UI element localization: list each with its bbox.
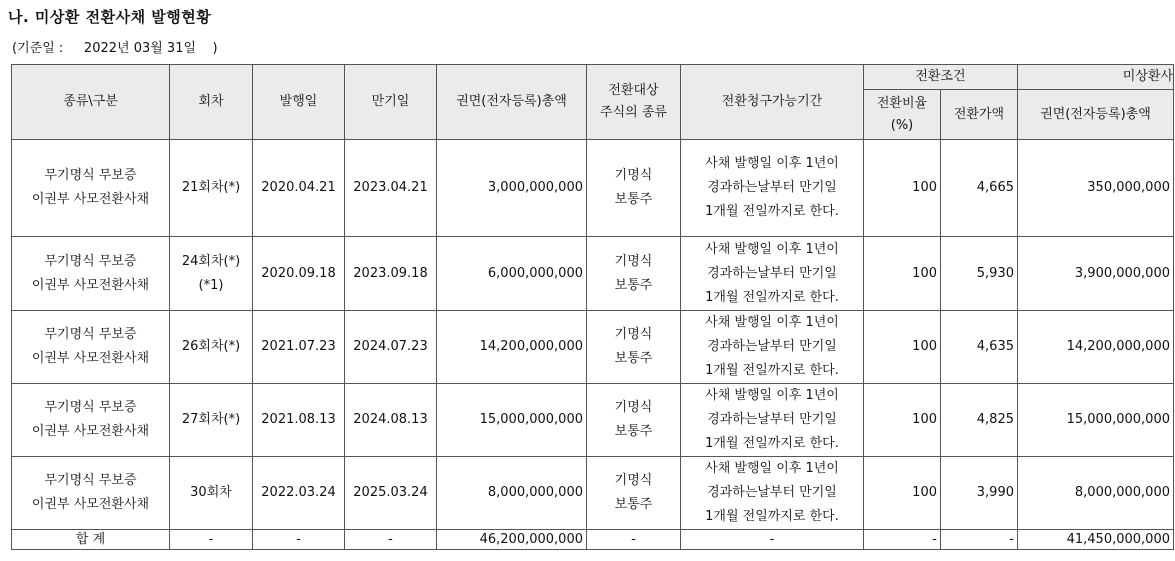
cell-maturity: 2024.07.23 — [345, 311, 437, 384]
cell-issue-date: 2020.09.18 — [253, 237, 345, 311]
cell-type-line: 무기명식 무보증 — [44, 168, 137, 183]
header-target-stock-line: 주식의 종류 — [600, 105, 667, 120]
cell-type — [12, 457, 170, 530]
cell-claim-period-line: 경과하는날부터 만기일 — [707, 339, 837, 354]
header-maturity: 만기일 — [345, 65, 437, 140]
cell-type-line: 무기명식 무보증 — [44, 253, 137, 269]
total-round: - — [170, 530, 253, 550]
cell-type — [12, 237, 170, 311]
cell-unredeemed: 8,000,000,000 — [1018, 457, 1174, 530]
total-issue: - — [253, 530, 345, 550]
cell-conversion-ratio: 100 — [864, 237, 941, 311]
header-conversion-price: 전환가액 — [941, 90, 1018, 140]
total-unredeemed: 41,450,000,000 — [1018, 530, 1174, 550]
cell-claim-period-line: 사채 발행일 이후 1년이 — [705, 461, 839, 476]
cell-target-stock — [587, 384, 681, 457]
header-round: 회차 — [170, 65, 253, 140]
cell-type — [12, 384, 170, 457]
cell-conversion-price: 4,825 — [941, 384, 1018, 457]
cell-issue-date: 2020.04.21 — [253, 140, 345, 237]
cell-maturity: 2023.04.21 — [345, 140, 437, 237]
cell-face-value: 6,000,000,000 — [437, 237, 587, 311]
table-row — [12, 384, 1174, 457]
cell-round-line: 24회차(*) — [181, 253, 241, 269]
cell-type-line: 무기명식 무보증 — [44, 400, 137, 415]
total-row — [12, 530, 1174, 550]
cell-round — [170, 384, 253, 457]
cell-type-line: 이권부 사모전환사채 — [31, 351, 150, 366]
cell-face-value: 15,000,000,000 — [437, 384, 587, 457]
cell-unredeemed: 3,900,000,000 — [1018, 237, 1174, 311]
cell-round-line: 26회차(*) — [181, 339, 241, 354]
cell-target-stock-line: 기명식 — [614, 327, 653, 342]
table-row — [12, 457, 1174, 530]
cell-face-value: 14,200,000,000 — [437, 311, 587, 384]
cell-type-line: 이권부 사모전환사채 — [31, 497, 150, 512]
cell-unredeemed: 15,000,000,000 — [1018, 384, 1174, 457]
cell-type-line: 이권부 사모전환사채 — [31, 192, 150, 207]
cell-claim-period — [681, 237, 864, 311]
cell-issue-date: 2021.08.13 — [253, 384, 345, 457]
section-title: 나. 미상환 전환사채 발행현황 — [8, 8, 212, 26]
header-target-stock-line: 전환대상 — [608, 83, 659, 98]
cell-claim-period-line: 경과하는날부터 만기일 — [707, 412, 837, 427]
cell-claim-period-line: 사채 발행일 이후 1년이 — [705, 388, 839, 403]
cell-conversion-ratio: 100 — [864, 140, 941, 237]
cell-unredeemed: 350,000,000 — [1018, 140, 1174, 237]
header-unredeemed: 미상환사 — [1018, 65, 1174, 90]
cell-round-line: 21회차(*) — [181, 180, 241, 195]
cell-claim-period-line: 1개월 전일까지로 한다. — [705, 289, 839, 305]
header-face-value: 권면(전자등록)총액 — [437, 65, 587, 140]
header-claim-period: 전환청구가능기간 — [681, 65, 864, 140]
total-period: - — [681, 530, 864, 550]
cell-claim-period — [681, 311, 864, 384]
cell-claim-period-line: 사채 발행일 이후 1년이 — [705, 156, 839, 171]
header-conversion-ratio-line: (%) — [890, 117, 914, 133]
cell-target-stock — [587, 140, 681, 237]
cell-target-stock-line: 보통주 — [614, 497, 653, 512]
cell-conversion-ratio: 100 — [864, 311, 941, 384]
cell-round — [170, 237, 253, 311]
cell-target-stock-line: 기명식 — [614, 168, 653, 183]
cell-round — [170, 311, 253, 384]
cell-conversion-price: 3,990 — [941, 457, 1018, 530]
cell-maturity: 2025.03.24 — [345, 457, 437, 530]
cell-target-stock — [587, 237, 681, 311]
cell-unredeemed: 14,200,000,000 — [1018, 311, 1174, 384]
cell-round-line: 30회차 — [190, 485, 232, 500]
header-issue-date: 발행일 — [253, 65, 345, 140]
header-target-stock — [587, 65, 681, 140]
cell-target-stock — [587, 311, 681, 384]
cell-claim-period — [681, 457, 864, 530]
total-label: 합 계 — [12, 530, 170, 550]
cell-conversion-price: 5,930 — [941, 237, 1018, 311]
cell-conversion-price: 4,665 — [941, 140, 1018, 237]
cell-target-stock-line: 기명식 — [614, 253, 653, 269]
cell-type-line: 무기명식 무보증 — [44, 473, 137, 488]
cell-claim-period-line: 1개월 전일까지로 한다. — [705, 509, 839, 524]
cell-type-line: 이권부 사모전환사채 — [31, 277, 150, 293]
header-unredeemed-face: 권면(전자등록)총액 — [1018, 90, 1174, 140]
cell-issue-date: 2022.03.24 — [253, 457, 345, 530]
cell-conversion-ratio: 100 — [864, 457, 941, 530]
header-conversion-ratio — [864, 90, 941, 140]
cell-claim-period-line: 1개월 전일까지로 한다. — [705, 204, 839, 219]
convertible-bond-table — [11, 64, 1174, 550]
cell-claim-period — [681, 140, 864, 237]
table-row — [12, 237, 1174, 311]
cell-target-stock-line: 보통주 — [614, 277, 653, 293]
cell-target-stock-line: 보통주 — [614, 192, 653, 207]
cell-claim-period-line: 사채 발행일 이후 1년이 — [705, 315, 839, 330]
cell-target-stock — [587, 457, 681, 530]
cell-maturity: 2024.08.13 — [345, 384, 437, 457]
header-type: 종류\구분 — [12, 65, 170, 140]
cell-face-value: 3,000,000,000 — [437, 140, 587, 237]
cell-round — [170, 457, 253, 530]
cell-type-line: 이권부 사모전환사채 — [31, 424, 150, 439]
cell-target-stock-line: 보통주 — [614, 424, 653, 439]
table-row — [12, 140, 1174, 237]
table-row — [12, 311, 1174, 384]
total-price: - — [941, 530, 1018, 550]
total-maturity: - — [345, 530, 437, 550]
cell-target-stock-line: 기명식 — [614, 473, 653, 488]
cell-claim-period-line: 경과하는날부터 만기일 — [707, 265, 837, 281]
total-stock: - — [587, 530, 681, 550]
cell-conversion-price: 4,635 — [941, 311, 1018, 384]
cell-claim-period-line: 1개월 전일까지로 한다. — [705, 363, 839, 378]
cell-target-stock-line: 보통주 — [614, 351, 653, 366]
header-conversion-ratio-line: 전환비율 — [876, 95, 928, 111]
cell-claim-period-line: 경과하는날부터 만기일 — [707, 180, 837, 195]
cell-maturity: 2023.09.18 — [345, 237, 437, 311]
cell-round — [170, 140, 253, 237]
cell-claim-period-line: 1개월 전일까지로 한다. — [705, 436, 839, 451]
cell-face-value: 8,000,000,000 — [437, 457, 587, 530]
cell-type-line: 무기명식 무보증 — [44, 327, 137, 342]
cell-claim-period — [681, 384, 864, 457]
cell-claim-period-line: 사채 발행일 이후 1년이 — [705, 241, 839, 257]
total-face: 46,200,000,000 — [437, 530, 587, 550]
cell-claim-period-line: 경과하는날부터 만기일 — [707, 485, 837, 500]
cell-type — [12, 140, 170, 237]
cell-conversion-ratio: 100 — [864, 384, 941, 457]
basis-date: (기준일 : 2022년 03월 31일 ) — [12, 41, 218, 56]
total-ratio: - — [864, 530, 941, 550]
header-conversion-terms: 전환조건 — [864, 65, 1018, 90]
cell-round-line: 27회차(*) — [181, 412, 241, 427]
cell-target-stock-line: 기명식 — [614, 400, 653, 415]
cell-round-line: (*1) — [198, 277, 224, 293]
cell-issue-date: 2021.07.23 — [253, 311, 345, 384]
cell-type — [12, 311, 170, 384]
